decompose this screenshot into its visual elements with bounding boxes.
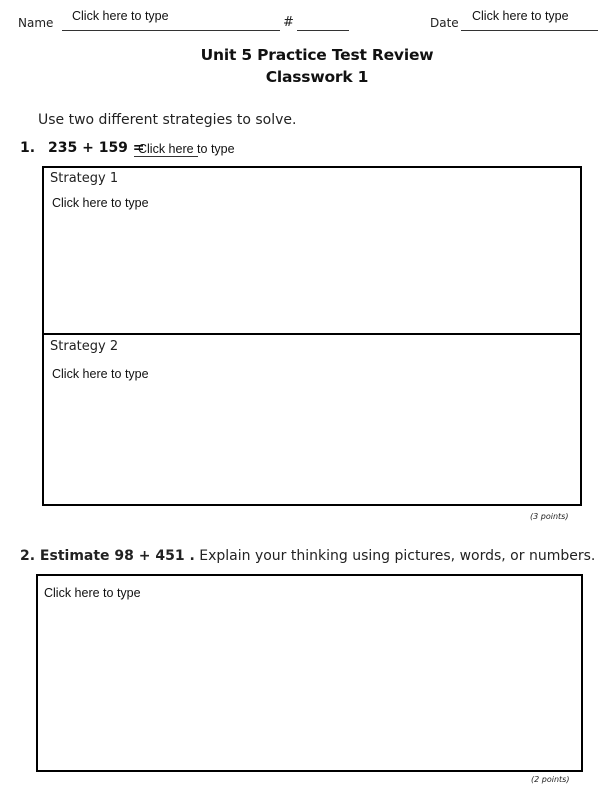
strategy-divider — [42, 333, 582, 335]
page-subtitle: Classwork 1 — [265, 68, 369, 86]
number-label: # — [283, 15, 294, 30]
page-title: Unit 5 Practice Test Review — [200, 46, 434, 64]
strategy2-field[interactable]: Click here to type — [52, 367, 149, 381]
name-underline — [62, 30, 280, 31]
strategy2-label: Strategy 2 — [50, 339, 119, 354]
number-field[interactable] — [297, 30, 349, 31]
question1-expression: 235 + 159 = — [48, 140, 145, 156]
question1-points: (3 points) — [530, 512, 569, 521]
question2-points: (2 points) — [531, 775, 570, 784]
question2-rest: Explain your thinking using pictures, words, or numbers. — [194, 548, 596, 564]
question1-work-box — [42, 166, 582, 506]
instructions: Use two different strategies to solve. — [38, 112, 297, 128]
question1-number: 1. — [20, 140, 36, 156]
question2-text — [20, 548, 595, 564]
question1-answer-underline — [134, 156, 198, 157]
question2-answer-field[interactable]: Click here to type — [44, 586, 141, 600]
question1-answer-field[interactable]: Click here to type — [138, 142, 235, 156]
name-label: Name — [18, 16, 54, 30]
date-label: Date — [430, 16, 459, 30]
strategy1-field[interactable]: Click here to type — [52, 196, 149, 210]
date-underline — [461, 30, 598, 31]
strategy1-label: Strategy 1 — [50, 171, 119, 186]
date-field[interactable]: Click here to type — [472, 9, 569, 23]
question2-work-box — [36, 574, 583, 772]
question2-lead: 2. Estimate 98 + 451 . — [20, 548, 195, 564]
name-field[interactable]: Click here to type — [72, 9, 169, 23]
